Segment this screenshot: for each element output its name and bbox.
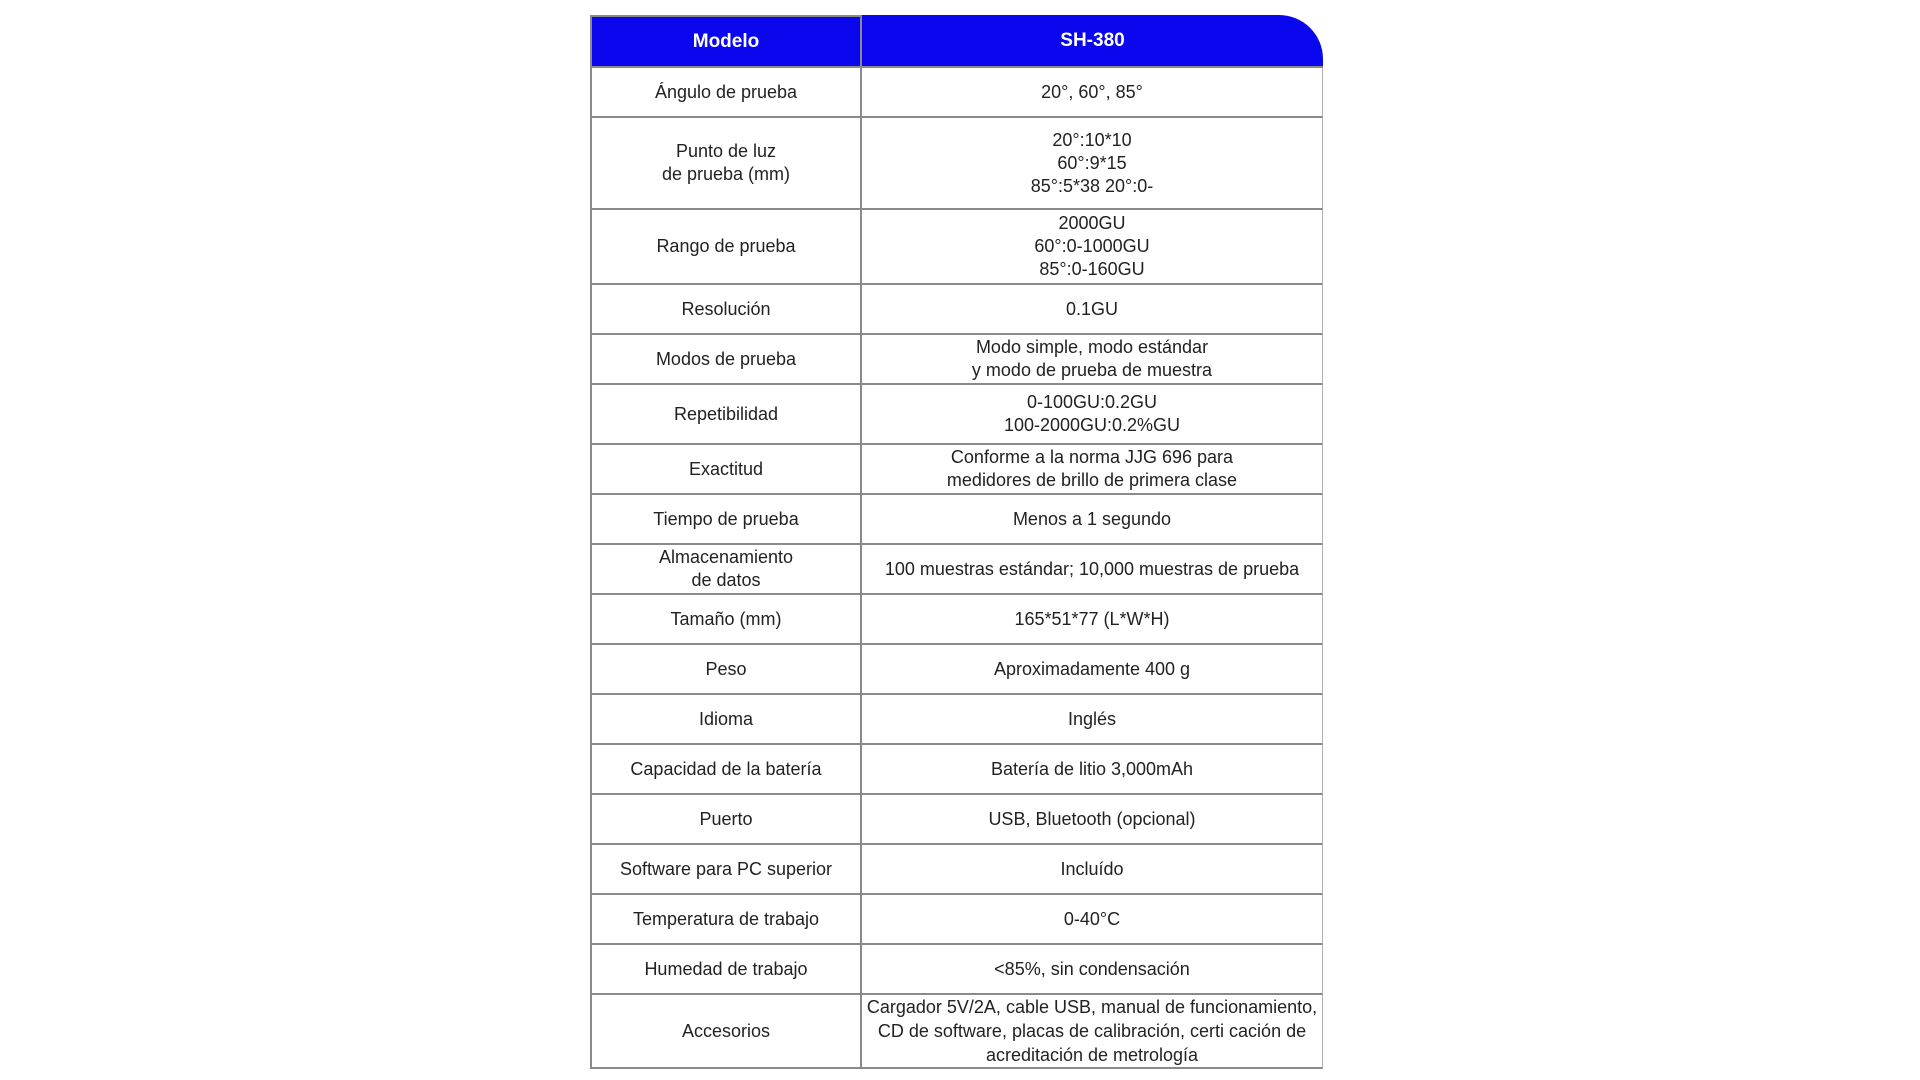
spec-label: Peso [590,645,862,695]
spec-value: 165*51*77 (L*W*H) [862,595,1323,645]
spec-value: 0.1GU [862,285,1323,335]
spec-value: 20°:10*10 60°:9*15 85°:5*38 20°:0- [862,118,1323,210]
spec-value: Conforme a la norma JJG 696 para medidores de brillo de primera clase [862,445,1323,495]
table-row [590,385,1323,445]
table-header-row [590,15,1323,68]
table-row [590,210,1323,285]
table-row [590,995,1323,1069]
spec-label: Tiempo de prueba [590,495,862,545]
table-row [590,745,1323,795]
spec-table [590,15,1323,1069]
spec-label: Punto de luz de prueba (mm) [590,118,862,210]
spec-value: Menos a 1 segundo [862,495,1323,545]
spec-label: Exactitud [590,445,862,495]
spec-value: 2000GU 60°:0-1000GU 85°:0-160GU [862,210,1323,285]
spec-value: 0-40°C [862,895,1323,945]
table-row [590,895,1323,945]
spec-label: Ángulo de prueba [590,68,862,118]
spec-value: Modo simple, modo estándar y modo de prueba de muestra [862,335,1323,385]
spec-value: 100 muestras estándar; 10,000 muestras de prueba [862,545,1323,595]
table-row [590,595,1323,645]
spec-value: <85%, sin condensación [862,945,1323,995]
spec-value: Inglés [862,695,1323,745]
spec-value: 0-100GU:0.2GU 100-2000GU:0.2%GU [862,385,1323,445]
spec-label: Idioma [590,695,862,745]
spec-label: Software para PC superior [590,845,862,895]
table-row [590,285,1323,335]
table-row [590,335,1323,385]
table-row [590,845,1323,895]
spec-label: Resolución [590,285,862,335]
spec-label: Humedad de trabajo [590,945,862,995]
spec-value: Incluído [862,845,1323,895]
header-model-value: SH-380 [862,15,1323,68]
spec-value: Aproximadamente 400 g [862,645,1323,695]
spec-label: Capacidad de la batería [590,745,862,795]
table-row [590,695,1323,745]
header-model-label: Modelo [590,15,862,68]
spec-label: Accesorios [590,995,862,1069]
table-row [590,645,1323,695]
spec-value: USB, Bluetooth (opcional) [862,795,1323,845]
spec-value: Cargador 5V/2A, cable USB, manual de funcionamiento, CD de software, placas de calibración, certi cación de acreditación de metrología [862,995,1323,1069]
table-row [590,68,1323,118]
spec-value: 20°, 60°, 85° [862,68,1323,118]
spec-label: Rango de prueba [590,210,862,285]
table-row [590,445,1323,495]
spec-value: Batería de litio 3,000mAh [862,745,1323,795]
table-row [590,495,1323,545]
table-row [590,945,1323,995]
spec-label: Temperatura de trabajo [590,895,862,945]
spec-label: Puerto [590,795,862,845]
table-row [590,545,1323,595]
spec-label: Repetibilidad [590,385,862,445]
table-row [590,118,1323,210]
table-row [590,795,1323,845]
spec-label: Almacenamiento de datos [590,545,862,595]
spec-label: Tamaño (mm) [590,595,862,645]
spec-label: Modos de prueba [590,335,862,385]
